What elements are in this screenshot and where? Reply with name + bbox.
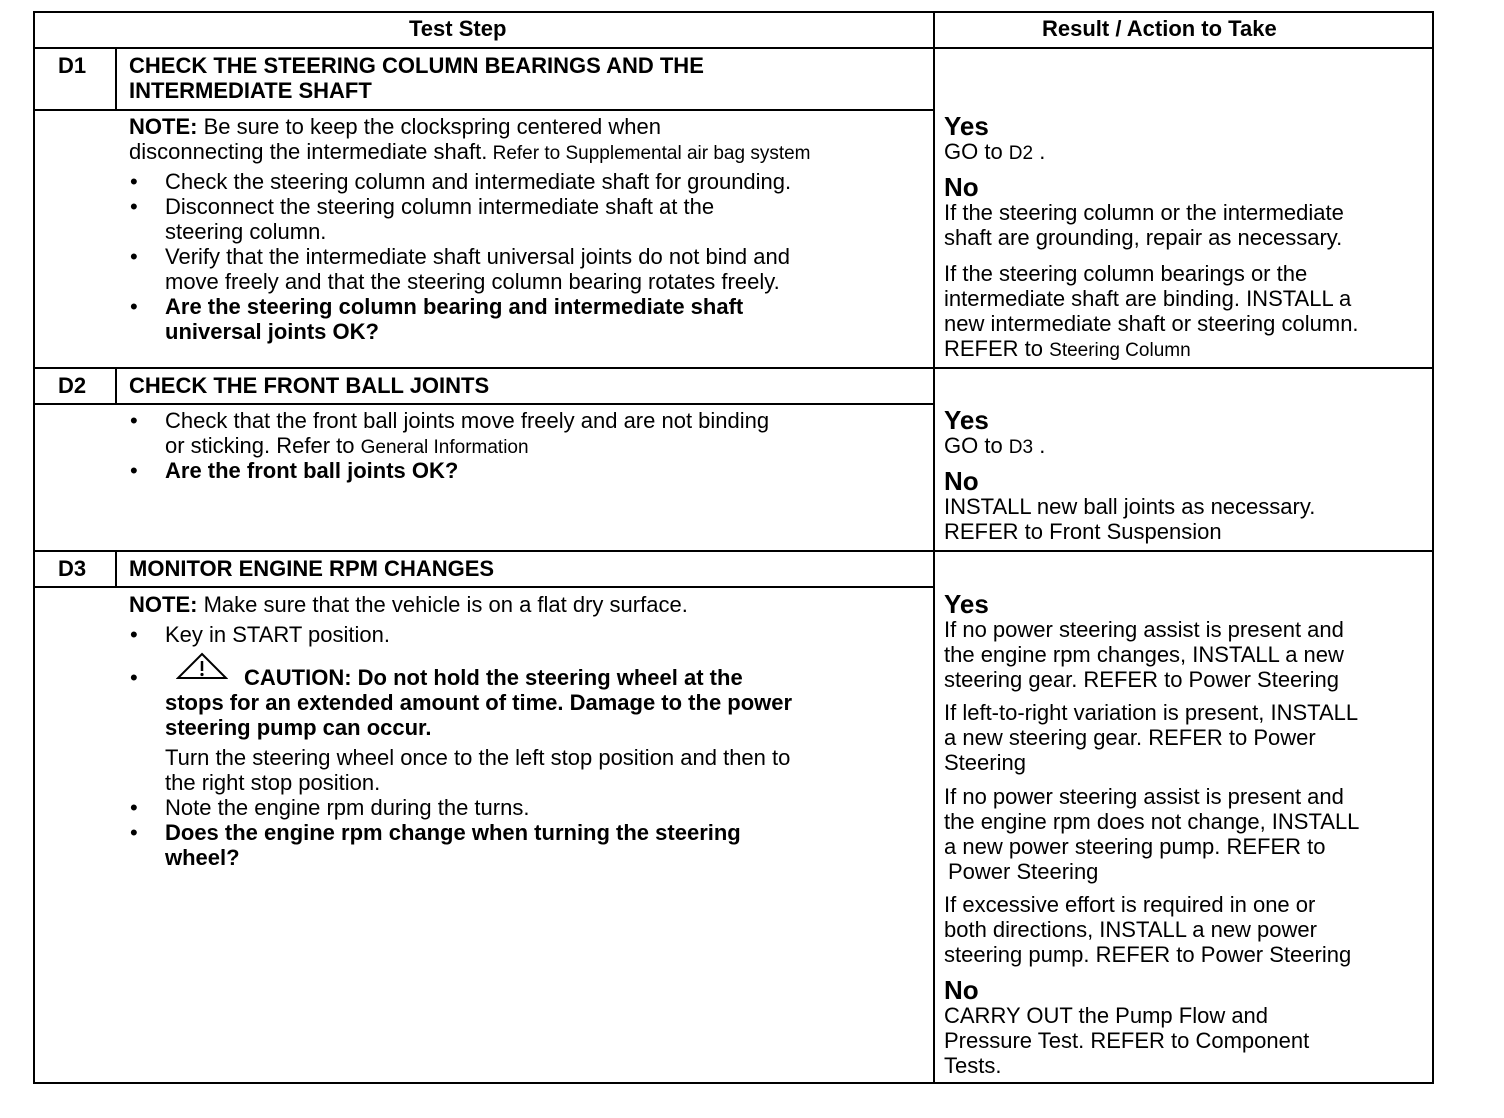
- d3-no-line2: Pressure Test. REFER to Component: [944, 1028, 1310, 1053]
- d1-no-label: No: [944, 172, 979, 202]
- d1-no-refer-text: REFER to: [944, 336, 1050, 361]
- d3-no-line3: Tests.: [944, 1053, 1002, 1078]
- d1-note-text-1: Be sure to keep the clockspring centered when: [197, 114, 661, 139]
- d3-yes-p4-l1: If excessive effort is required in one or: [944, 892, 1316, 917]
- d2-no-label: No: [944, 466, 979, 496]
- d1-yes-text: GO to: [944, 139, 1009, 164]
- col-divider-main: [933, 13, 935, 1082]
- d1-note-label: NOTE:: [129, 114, 198, 139]
- d1-bullet2-line2: steering column.: [165, 219, 327, 244]
- d3-question-line1: Does the engine rpm change when turning the steering: [165, 820, 741, 845]
- d2-yes-label: Yes: [944, 405, 989, 435]
- d3-note-label: NOTE:: [129, 592, 198, 617]
- step-title-d3: MONITOR ENGINE RPM CHANGES: [129, 556, 495, 581]
- bullet-icon: •: [130, 244, 138, 269]
- bullet-icon: •: [130, 820, 138, 845]
- d3-yes-p1-l3: steering gear. REFER to Power Steering: [944, 667, 1339, 692]
- bullet-icon: •: [130, 408, 138, 433]
- d2-question: Are the front ball joints OK?: [165, 458, 459, 483]
- d1-no-refer: [944, 336, 1191, 363]
- d2-d3-divider: [35, 550, 1432, 552]
- d2-no-line1: INSTALL new ball joints as necessary.: [944, 494, 1316, 519]
- d3-yes-p3-l1: If no power steering assist is present and: [944, 784, 1344, 809]
- d3-yes-p3-l4: Power Steering: [948, 859, 1099, 884]
- d3-yes-p4-l3: steering pump. REFER to Power Steering: [944, 942, 1352, 967]
- header-divider: [35, 47, 1432, 49]
- d1-note-ref: Refer to Supplemental air bag system: [487, 143, 811, 164]
- d1-no-refer-link[interactable]: Steering Column: [1049, 340, 1191, 361]
- d1-yes-end: .: [1033, 139, 1046, 164]
- d2-bullet1-line2: [165, 433, 529, 460]
- d3-yes-p1-l2: the engine rpm changes, INSTALL a new: [944, 642, 1344, 667]
- d3-yes-label: Yes: [944, 589, 989, 619]
- step-id-d2: D2: [58, 373, 87, 398]
- step-title-d1-line2: INTERMEDIATE SHAFT: [129, 78, 372, 103]
- d1-note-line2: [129, 139, 811, 166]
- d1-yes-action: [944, 139, 1045, 166]
- d3-no-line1: CARRY OUT the Pump Flow and: [944, 1003, 1269, 1028]
- bullet-icon: •: [130, 194, 138, 219]
- col-divider-step-d1: [115, 48, 117, 111]
- d3-yes-p2-l3: Steering: [944, 750, 1026, 775]
- d3-yes-p2-l2: a new steering gear. REFER to Power: [944, 725, 1316, 750]
- d3-turn-line2: the right stop position.: [165, 770, 381, 795]
- d3-bullet-note-rpm: Note the engine rpm during the turns.: [165, 795, 530, 820]
- header-test-step: Test Step: [409, 16, 507, 41]
- d1-note-text-2: disconnecting the intermediate shaft.: [129, 139, 488, 164]
- d1-bullet3-line2: move freely and that the steering column bearing rotates freely.: [165, 269, 780, 294]
- d3-note: [129, 592, 688, 617]
- d3-yes-p1-l1: If no power steering assist is present and: [944, 617, 1344, 642]
- d2-no-line2: REFER to Front Suspension: [944, 519, 1222, 544]
- d3-caution-line1: CAUTION: Do not hold the steering wheel at the: [244, 665, 743, 690]
- d1-bullet2-line1: Disconnect the steering column intermediate shaft at the: [165, 194, 715, 219]
- d3-question-line2: wheel?: [165, 845, 240, 870]
- bullet-icon: •: [130, 665, 138, 690]
- d2-yes-end: .: [1033, 433, 1046, 458]
- bullet-icon: •: [130, 169, 138, 194]
- d3-yes-p4-l2: both directions, INSTALL a new power: [944, 917, 1317, 942]
- d1-question-line1: Are the steering column bearing and intermediate shaft: [165, 294, 744, 319]
- d2-general-info-link[interactable]: General Information: [360, 437, 529, 458]
- d2-bullet1-line1: Check that the front ball joints move freely and are not binding: [165, 408, 770, 433]
- d1-no-para1-line1: If the steering column or the intermediate: [944, 200, 1344, 225]
- d3-yes-p3-l2: the engine rpm does not change, INSTALL: [944, 809, 1360, 834]
- d2-yes-ref-link[interactable]: D3: [1008, 437, 1034, 458]
- bullet-icon: •: [130, 622, 138, 647]
- d3-yes-p2-l1: If left-to-right variation is present, INSTALL: [944, 700, 1359, 725]
- d1-no-para2-line2: intermediate shaft are binding. INSTALL a: [944, 286, 1352, 311]
- warning-triangle-icon: [176, 652, 228, 680]
- d1-yes-label: Yes: [944, 111, 989, 141]
- d2-title-divider: [35, 403, 933, 405]
- bullet-icon: •: [130, 795, 138, 820]
- d1-no-para2-line3: new intermediate shaft or steering column.: [944, 311, 1359, 336]
- col-divider-step-d3: [115, 551, 117, 588]
- d2-yes-text: GO to: [944, 433, 1009, 458]
- bullet-icon: •: [130, 458, 138, 483]
- bullet-icon: •: [130, 294, 138, 319]
- d2-yes-action: [944, 433, 1045, 460]
- step-id-d1: D1: [58, 53, 87, 78]
- d1-question-line2: universal joints OK?: [165, 319, 379, 344]
- d1-no-para2-line1: If the steering column bearings or the: [944, 261, 1308, 286]
- d3-caution-line3: steering pump can occur.: [165, 715, 432, 740]
- header-result-action: Result / Action to Take: [1042, 16, 1277, 41]
- d1-yes-ref-link[interactable]: D2: [1008, 143, 1034, 164]
- step-title-d1-line1: CHECK THE STEERING COLUMN BEARINGS AND THE: [129, 53, 704, 78]
- d3-bullet1: Key in START position.: [165, 622, 390, 647]
- d3-yes-p3-l3: a new power steering pump. REFER to: [944, 834, 1326, 859]
- d3-turn-line1: Turn the steering wheel once to the left stop position and then to: [165, 745, 791, 770]
- d1-d2-divider: [35, 367, 1432, 369]
- d3-no-label: No: [944, 975, 979, 1005]
- d1-bullet1-line1: Check the steering column and intermediate shaft for grounding.: [165, 169, 792, 194]
- d1-no-para1-line2: shaft are grounding, repair as necessary.: [944, 225, 1343, 250]
- d1-note-line1: [129, 114, 661, 139]
- step-id-d3: D3: [58, 556, 87, 581]
- step-title-d2: CHECK THE FRONT BALL JOINTS: [129, 373, 490, 398]
- d3-note-text: Make sure that the vehicle is on a flat dry surface.: [197, 592, 688, 617]
- d1-title-divider: [35, 109, 933, 111]
- col-divider-step-d2: [115, 368, 117, 405]
- d3-caution-line2: stops for an extended amount of time. Damage to the power: [165, 690, 793, 715]
- d2-bullet1-text: or sticking. Refer to: [165, 433, 361, 458]
- d3-title-divider: [35, 586, 933, 588]
- d1-bullet3-line1: Verify that the intermediate shaft universal joints do not bind and: [165, 244, 790, 269]
